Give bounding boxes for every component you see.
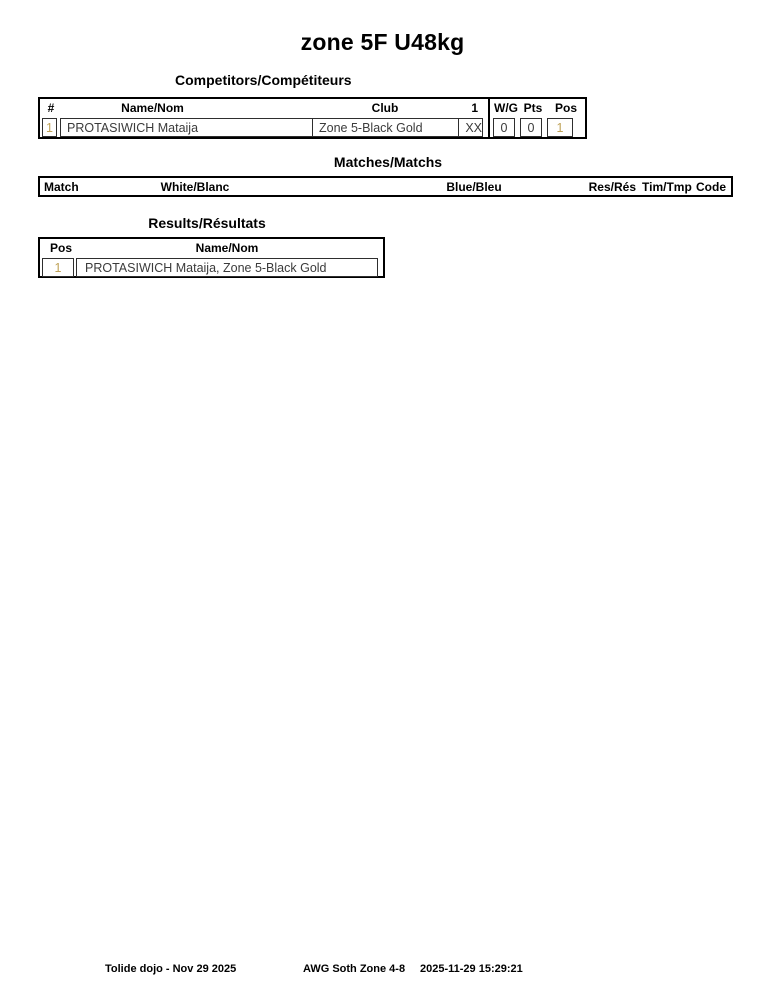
page-footer	[0, 963, 765, 979]
matches-table	[38, 176, 733, 197]
result-pos-cell: 1	[42, 258, 74, 277]
competitor-wg-cell: 0	[493, 118, 515, 137]
matches-col-white: White/Blanc	[160, 180, 230, 194]
competitor-number-cell: 1	[42, 118, 57, 137]
footer-venue-date: Tolide dojo - Nov 29 2025	[105, 963, 237, 975]
matches-col-blue: Blue/Bleu	[446, 180, 502, 194]
competitor-row	[40, 117, 585, 137]
competitors-table	[38, 97, 587, 139]
footer-timestamp: 2025-11-29 15:29:21	[420, 963, 523, 975]
matches-col-res: Res/Rés	[588, 180, 636, 194]
results-col-name: Name/Nom	[195, 241, 259, 255]
competitors-heading: Competitors/Compétiteurs	[175, 72, 352, 88]
competitors-col-wg: W/G	[494, 101, 518, 115]
matches-col-code: Code	[696, 180, 726, 194]
competitors-col-name: Name/Nom	[121, 101, 184, 115]
matches-col-match: Match	[44, 180, 79, 194]
footer-event-name: AWG Soth Zone 4-8	[303, 963, 406, 975]
competitors-col-round1: 1	[471, 101, 478, 115]
results-col-pos: Pos	[49, 241, 72, 255]
competitors-col-pos: Pos	[554, 101, 577, 115]
page-title: zone 5F U48kg	[300, 29, 465, 55]
competitors-col-club: Club	[371, 101, 399, 115]
matches-col-tim: Tim/Tmp	[642, 180, 692, 194]
results-table	[38, 237, 385, 278]
competitor-pos-cell: 1	[547, 118, 573, 137]
competitors-col-pts: Pts	[523, 101, 543, 115]
competitor-matrix-cell: XX	[458, 118, 483, 137]
competitor-pts-cell: 0	[520, 118, 542, 137]
competitor-name-cell: PROTASIWICH Mataija	[60, 118, 313, 137]
competitors-col-number: #	[47, 101, 55, 115]
competitor-club-cell: Zone 5-Black Gold	[312, 118, 459, 137]
result-row	[40, 257, 383, 277]
result-name-cell: PROTASIWICH Mataija, Zone 5-Black Gold	[76, 258, 378, 277]
results-heading: Results/Résultats	[148, 215, 266, 231]
matches-heading: Matches/Matchs	[333, 154, 443, 170]
